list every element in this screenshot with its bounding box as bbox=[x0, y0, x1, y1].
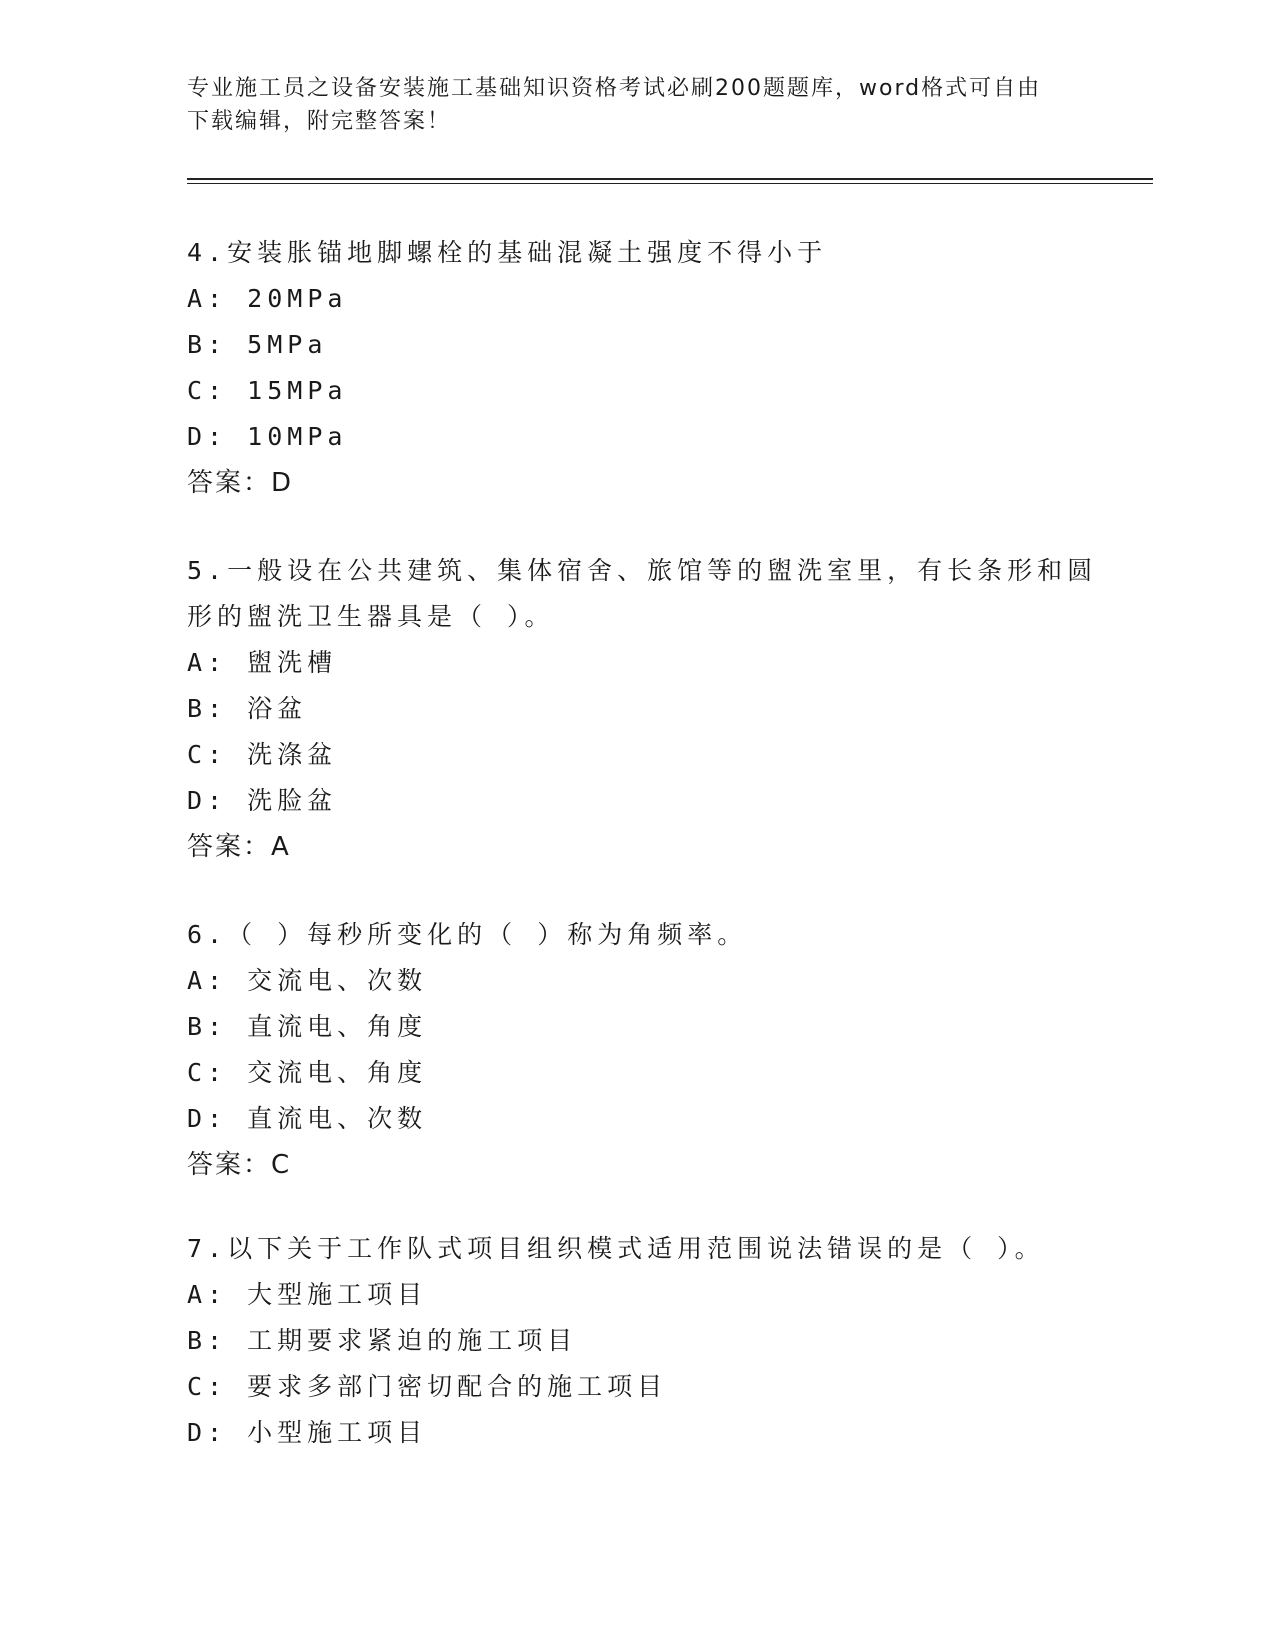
option-text: 洗涤盆 bbox=[247, 740, 338, 769]
question-6 bbox=[187, 912, 1087, 1188]
option-text: 工期要求紧迫的施工项目 bbox=[247, 1326, 578, 1355]
option-d bbox=[187, 1096, 1087, 1142]
option-text: 直流电、次数 bbox=[247, 1104, 428, 1133]
question-4 bbox=[187, 230, 1087, 506]
question-7 bbox=[187, 1226, 1087, 1456]
question-stem: 7.以下关于工作队式项目组织模式适用范围说法错误的是（ ）。 bbox=[187, 1234, 1045, 1263]
option-d bbox=[187, 778, 1087, 824]
option-b bbox=[187, 1004, 1087, 1050]
option-letter: B: bbox=[187, 694, 228, 723]
question-stem: 4.安装胀锚地脚螺栓的基础混凝土强度不得小于 bbox=[187, 238, 828, 267]
option-text: 5MPa bbox=[247, 330, 328, 359]
option-text: 要求多部门密切配合的施工项目 bbox=[247, 1372, 668, 1401]
header-line-1: 专业施工员之设备安装施工基础知识资格考试必刷200题题库，word格式可自由 bbox=[187, 76, 1042, 101]
option-letter: B: bbox=[187, 1326, 228, 1355]
option-b bbox=[187, 1318, 1087, 1364]
option-text: 15MPa bbox=[247, 376, 348, 405]
option-letter: C: bbox=[187, 740, 228, 769]
option-b bbox=[187, 322, 1087, 368]
option-a bbox=[187, 1272, 1087, 1318]
option-letter: D: bbox=[187, 422, 228, 451]
answer-line: 答案：A bbox=[187, 832, 291, 862]
option-text: 交流电、角度 bbox=[247, 1058, 428, 1087]
option-text: 盥洗槽 bbox=[247, 648, 338, 677]
header-divider-thin bbox=[187, 183, 1153, 184]
question-stem-continued: 形的盥洗卫生器具是（ ）。 bbox=[187, 602, 555, 631]
option-c bbox=[187, 368, 1087, 414]
option-text: 直流电、角度 bbox=[247, 1012, 428, 1041]
option-text: 浴盆 bbox=[247, 694, 308, 723]
option-letter: A: bbox=[187, 1280, 228, 1309]
option-b bbox=[187, 686, 1087, 732]
option-letter: D: bbox=[187, 1418, 228, 1447]
question-stem: 6.（ ）每秒所变化的（ ）称为角频率。 bbox=[187, 920, 748, 949]
option-text: 交流电、次数 bbox=[247, 966, 428, 995]
option-text: 洗脸盆 bbox=[247, 786, 338, 815]
option-a bbox=[187, 276, 1087, 322]
option-letter: B: bbox=[187, 1012, 228, 1041]
header-line-2: 下载编辑，附完整答案！ bbox=[187, 109, 452, 134]
option-letter: C: bbox=[187, 1372, 228, 1401]
document-header bbox=[187, 72, 1067, 138]
header-divider-thick bbox=[187, 178, 1153, 180]
answer-line: 答案：D bbox=[187, 468, 294, 498]
option-c bbox=[187, 1364, 1087, 1410]
option-letter: A: bbox=[187, 966, 228, 995]
option-c bbox=[187, 1050, 1087, 1096]
option-d bbox=[187, 1410, 1087, 1456]
option-c bbox=[187, 732, 1087, 778]
option-text: 10MPa bbox=[247, 422, 348, 451]
question-5 bbox=[187, 548, 1098, 870]
option-text: 小型施工项目 bbox=[247, 1418, 428, 1447]
option-text: 大型施工项目 bbox=[247, 1280, 428, 1309]
option-a bbox=[187, 640, 1087, 686]
option-letter: C: bbox=[187, 376, 228, 405]
option-letter: B: bbox=[187, 330, 228, 359]
option-letter: D: bbox=[187, 786, 228, 815]
option-letter: C: bbox=[187, 1058, 228, 1087]
option-letter: A: bbox=[187, 648, 228, 677]
option-letter: D: bbox=[187, 1104, 228, 1133]
option-a bbox=[187, 958, 1087, 1004]
question-stem: 5.一般设在公共建筑、集体宿舍、旅馆等的盥洗室里，有长条形和圆 bbox=[187, 556, 1098, 585]
option-letter: A: bbox=[187, 284, 228, 313]
answer-line: 答案：C bbox=[187, 1150, 292, 1180]
option-d bbox=[187, 414, 1087, 460]
option-text: 20MPa bbox=[247, 284, 348, 313]
